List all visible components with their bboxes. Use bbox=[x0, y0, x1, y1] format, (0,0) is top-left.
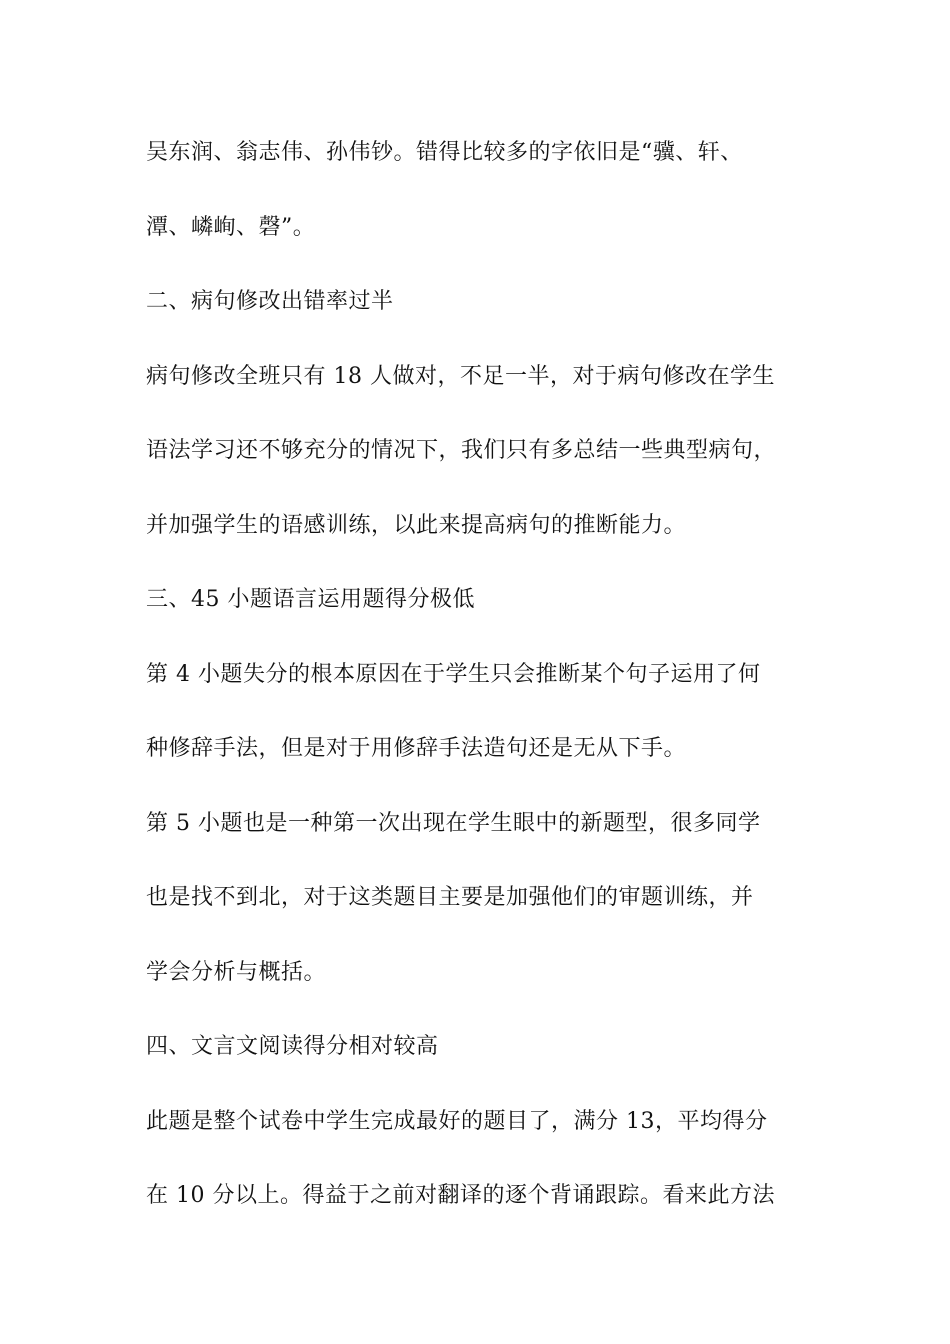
section-heading: 四、文言文阅读得分相对较高 bbox=[146, 1034, 439, 1059]
body-line: 在 10 分以上。得益于之前对翻译的逐个背诵跟踪。看来此方法 bbox=[146, 1183, 775, 1208]
body-line: 吴东润、翁志伟、孙伟钞。错得比较多的字依旧是“骥、轩、 bbox=[146, 140, 743, 165]
body-line: 也是找不到北，对于这类题目主要是加强他们的审题训练，并 bbox=[146, 885, 754, 910]
section-heading: 二、病句修改出错率过半 bbox=[146, 289, 394, 314]
body-line: 潭、嶙峋、磬”。 bbox=[146, 214, 316, 240]
body-line: 学会分析与概括。 bbox=[146, 959, 327, 985]
document-body bbox=[146, 130, 816, 1248]
section-heading: 三、45 小题语言运用题得分极低 bbox=[146, 587, 475, 612]
body-line: 第 4 小题失分的根本原因在于学生只会推断某个句子运用了何 bbox=[146, 661, 761, 687]
body-line: 并加强学生的语感训练，以此来提高病句的推断能力。 bbox=[146, 512, 687, 538]
body-line: 种修辞手法，但是对于用修辞手法造句还是无从下手。 bbox=[146, 736, 687, 761]
body-line: 病句修改全班只有 18 人做对，不足一半，对于病句修改在学生 bbox=[146, 363, 775, 389]
body-line: 第 5 小题也是一种第一次出现在学生眼中的新题型，很多同学 bbox=[146, 810, 761, 836]
body-line: 此题是整个试卷中学生完成最好的题目了，满分 13，平均得分 bbox=[146, 1108, 768, 1134]
body-line: 语法学习还不够充分的情况下，我们只有多总结一些典型病句， bbox=[146, 438, 777, 463]
